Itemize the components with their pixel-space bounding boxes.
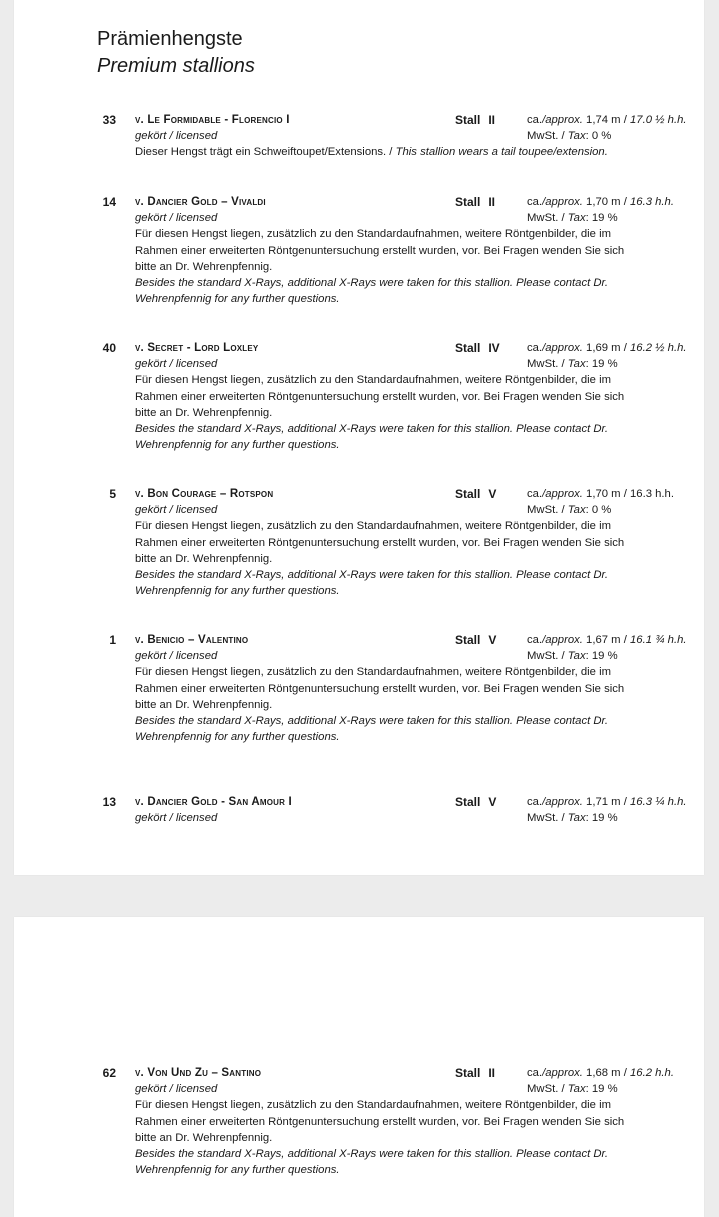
height-metric: 1,67 m / [586,634,630,646]
approx-en: /approx. [542,196,583,208]
tax [527,502,611,518]
stall-label: Stall [455,633,481,647]
stall-label: Stall [455,195,481,209]
tax [527,128,611,144]
tax [527,356,618,372]
entry-body [135,794,687,826]
note-german [135,1097,625,1146]
approx-de: ca. [527,114,543,126]
catalog-number: 14 [102,195,116,209]
stall-label: Stall [455,795,481,809]
stall-label: Stall [455,113,481,127]
height [527,112,687,128]
height-hands: 16.2 ½ h.h. [630,342,687,354]
approx-en: /approx. [542,342,583,354]
approx-en: /approx. [542,488,583,500]
approx-de: ca. [527,342,543,354]
pedigree: v. Le Formidable - Florencio I [135,114,290,126]
note-german [135,226,625,275]
tax-rate: : 19 % [585,650,618,662]
pedigree: v. Benicio – Valentino [135,634,249,646]
tax-rate: : 19 % [585,358,618,370]
catalog-number: 33 [102,113,116,127]
note-english-inline: This stallion wears a tail toupee/extension. [395,146,608,159]
height-hands: 16.3 h.h. [630,196,674,208]
tax-label-en: Tax [567,1083,586,1095]
stall-label: Stall [455,487,481,501]
stall-number: II [488,1066,496,1080]
tax-label-en: Tax [567,812,586,824]
tax [527,648,618,664]
tax-rate: : 19 % [585,812,618,824]
approx-en: /approx. [542,634,583,646]
tax-label-de: MwSt. / [527,650,568,662]
stall-assignment [455,632,496,648]
height [527,486,674,502]
stall-number: V [488,795,497,809]
tax-label-de: MwSt. / [527,130,568,142]
tax-rate: : 19 % [585,212,618,224]
height [527,794,687,810]
note-german-text: Für diesen Hengst liegen, zusätzlich zu den Standardaufnahmen, weitere Röntgenbilder, die im Rahmen einer erweiterten Röntgenuntersuchung erstellt wurden, vor. Bei Fragen wenden Sie sich bitte an Dr. Wehrenpfennig. [135,374,625,419]
entry-body [135,194,674,307]
tax [527,810,618,826]
height-metric: 1,70 m / [586,196,630,208]
catalog-page-1 [14,0,704,875]
catalog-number: 13 [102,795,116,809]
note-german [135,144,625,160]
stall-number: IV [488,341,500,355]
note-english: Besides the standard X-Rays, additional X-Rays were taken for this stallion. Please contact Dr. Wehrenpfennig for any further questions. [135,1148,609,1177]
height-hands: 16.2 h.h. [630,1067,674,1079]
tax [527,1081,618,1097]
approx-en: /approx. [542,796,583,808]
tax-label-en: Tax [567,212,586,224]
licensed-status: gekört / licensed [135,212,218,225]
height [527,340,687,356]
stall-assignment [455,112,495,128]
note-german [135,372,625,421]
entry-body [135,486,674,599]
licensed-status: gekört / licensed [135,358,218,371]
height-metric: 1,69 m / [586,342,630,354]
note-german-text: Für diesen Hengst liegen, zusätzlich zu den Standardaufnahmen, weitere Röntgenbilder, die im Rahmen einer erweiterten Röntgenuntersuchung erstellt wurden, vor. Bei Fragen wenden Sie sich bitte an Dr. Wehrenpfennig. [135,1099,625,1144]
stall-assignment [455,794,496,810]
stall-number: V [488,633,497,647]
catalog-number: 1 [109,633,116,647]
tax-label-en: Tax [567,130,586,142]
tax-label-de: MwSt. / [527,812,568,824]
entry-body [135,1065,674,1178]
stall-number: II [488,195,496,209]
catalog-number: 5 [109,487,116,501]
note-german [135,518,625,567]
height [527,632,687,648]
catalog-page-2 [14,917,704,1217]
stall-assignment [455,486,496,502]
stall-label: Stall [455,341,481,355]
licensed-status: gekört / licensed [135,650,218,663]
stall-assignment [455,194,495,210]
catalog-number: 40 [102,341,116,355]
height-metric: 1,74 m / [586,114,630,126]
approx-de: ca. [527,634,543,646]
height-metric: 1,71 m / [586,796,630,808]
approx-en: /approx. [542,114,583,126]
stall-assignment [455,1065,495,1081]
licensed-status: gekört / licensed [135,504,218,517]
note-german-text: Für diesen Hengst liegen, zusätzlich zu den Standardaufnahmen, weitere Röntgenbilder, die im Rahmen einer erweiterten Röntgenuntersuchung erstellt wurden, vor. Bei Fragen wenden Sie sich bitte an Dr. Wehrenpfennig. [135,228,625,273]
note-english: Besides the standard X-Rays, additional X-Rays were taken for this stallion. Please contact Dr. Wehrenpfennig for any further questions. [135,423,609,452]
note-english: Besides the standard X-Rays, additional X-Rays were taken for this stallion. Please contact Dr. Wehrenpfennig for any further questions. [135,569,609,598]
stall-assignment [455,340,500,356]
stall-number: V [488,487,497,501]
pedigree: v. Secret - Lord Loxley [135,342,259,354]
approx-de: ca. [527,196,543,208]
tax-label-de: MwSt. / [527,212,568,224]
note-german-text: Für diesen Hengst liegen, zusätzlich zu den Standardaufnahmen, weitere Röntgenbilder, die im Rahmen einer erweiterten Röntgenuntersuchung erstellt wurden, vor. Bei Fragen wenden Sie sich bitte an Dr. Wehrenpfennig. [135,666,625,711]
height [527,1065,674,1081]
approx-de: ca. [527,1067,543,1079]
tax [527,210,618,226]
approx-de: ca. [527,488,543,500]
approx-en: /approx. [542,1067,583,1079]
entry-body [135,340,687,453]
note-german-text: Für diesen Hengst liegen, zusätzlich zu den Standardaufnahmen, weitere Röntgenbilder, die im Rahmen einer erweiterten Röntgenuntersuchung erstellt wurden, vor. Bei Fragen wenden Sie sich bitte an Dr. Wehrenpfennig. [135,520,625,565]
entry-body [135,112,687,161]
tax-label-de: MwSt. / [527,504,568,516]
tax-label-de: MwSt. / [527,1083,568,1095]
tax-label-de: MwSt. / [527,358,568,370]
tax-rate: : 0 % [585,130,612,142]
tax-rate: : 0 % [585,504,612,516]
heading-german: Prämienhengste [97,28,243,50]
note-german-text: Dieser Hengst trägt ein Schweiftoupet/Extensions. / [135,146,396,159]
approx-de: ca. [527,796,543,808]
entry-body [135,632,687,745]
note-english: Besides the standard X-Rays, additional X-Rays were taken for this stallion. Please contact Dr. Wehrenpfennig for any further questions. [135,277,609,306]
licensed-status: gekört / licensed [135,1083,218,1096]
note-english: Besides the standard X-Rays, additional X-Rays were taken for this stallion. Please contact Dr. Wehrenpfennig for any further questions. [135,715,609,744]
tax-label-en: Tax [567,504,586,516]
tax-label-en: Tax [567,358,586,370]
tax-rate: : 19 % [585,1083,618,1095]
catalog-number: 62 [102,1066,116,1080]
height-metric: 1,68 m / [586,1067,630,1079]
pedigree: v. Bon Courage – Rotspon [135,488,274,500]
pedigree: v. Dancier Gold – Vivaldi [135,196,266,208]
tax-label-en: Tax [567,650,586,662]
licensed-status: gekört / licensed [135,130,218,143]
pedigree: v. Dancier Gold - San Amour I [135,796,292,808]
height-hands: 16.1 ¾ h.h. [630,634,687,646]
height [527,194,674,210]
pedigree: v. Von Und Zu – Santino [135,1067,262,1079]
height-hands: 16.3 ¼ h.h. [630,796,687,808]
licensed-status: gekört / licensed [135,812,218,825]
heading-english: Premium stallions [97,55,255,77]
height-hands: 17.0 ½ h.h. [630,114,687,126]
height-metric: 1,70 m / 16.3 h.h. [586,488,674,500]
note-german [135,664,625,713]
stall-number: II [488,113,496,127]
stall-label: Stall [455,1066,481,1080]
